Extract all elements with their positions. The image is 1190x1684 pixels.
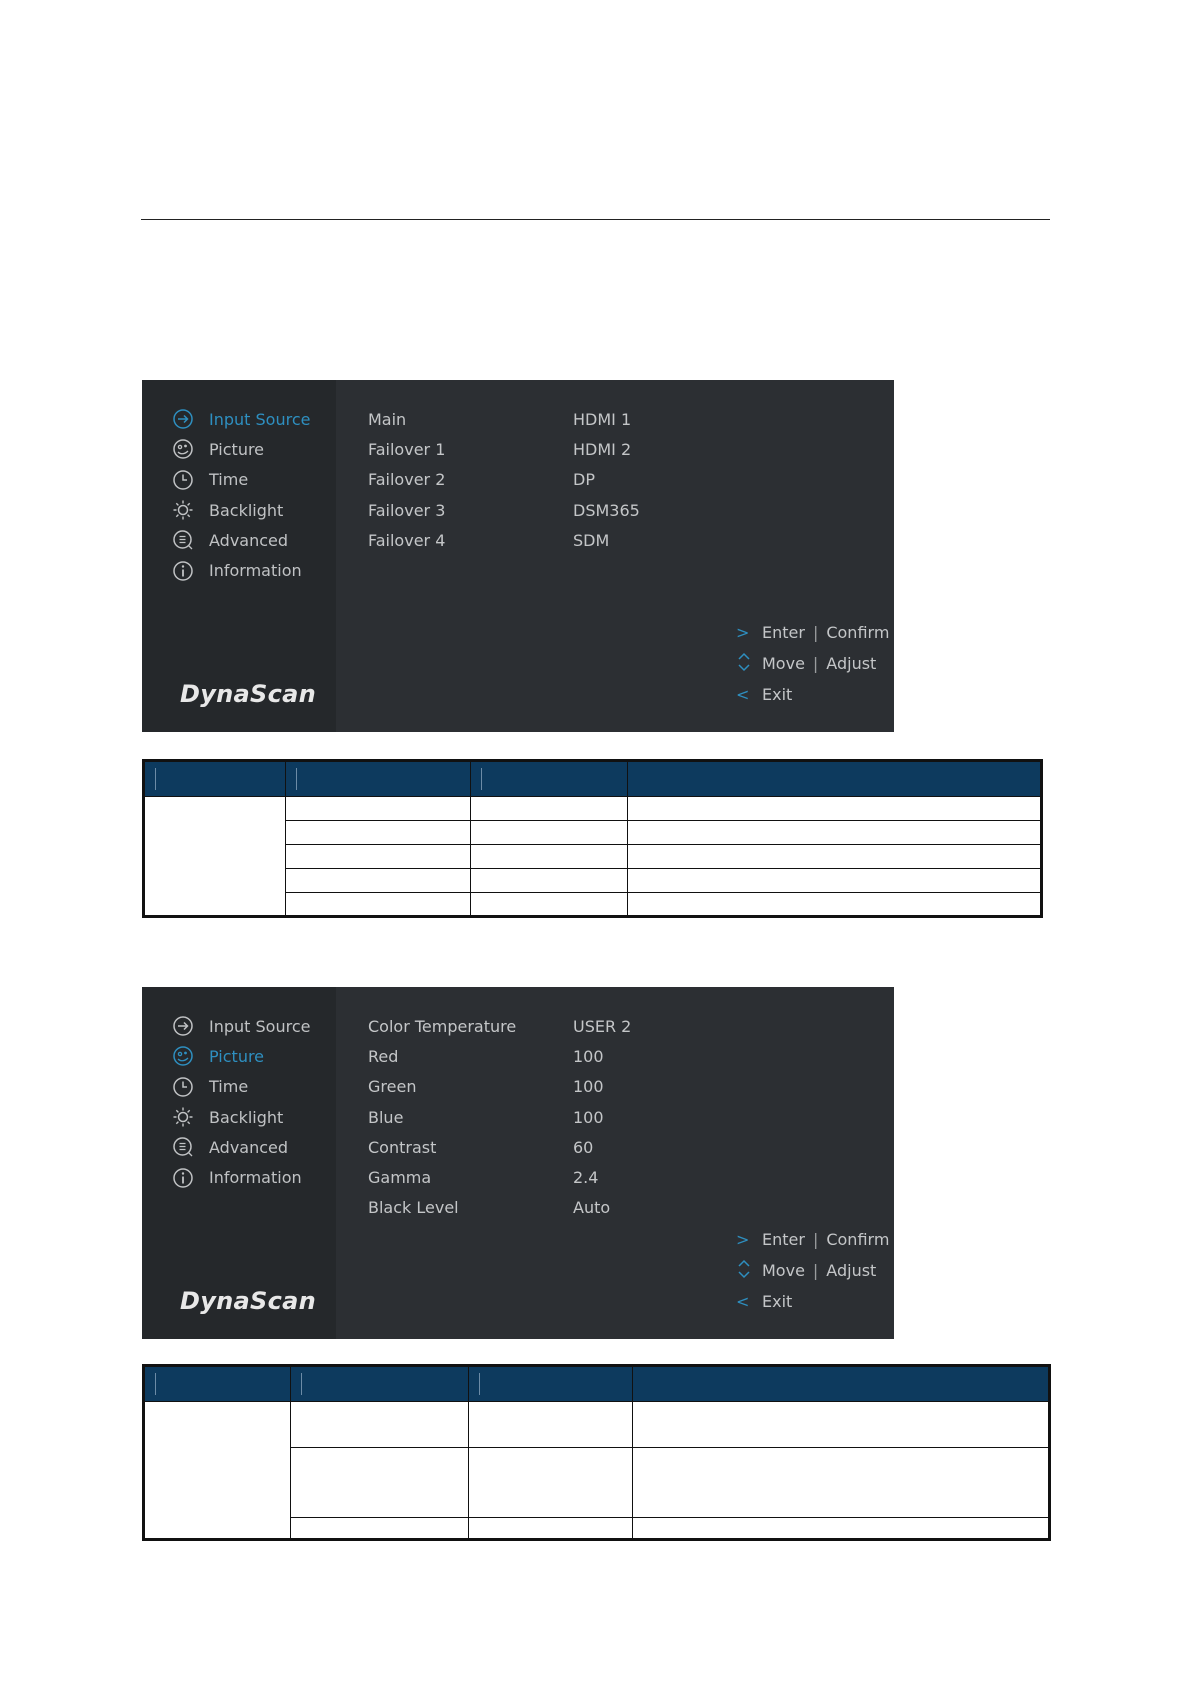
nav-item-label: Information bbox=[209, 1168, 302, 1188]
table-row bbox=[144, 1402, 1050, 1448]
settings-table-2 bbox=[142, 1364, 1051, 1541]
table-header-cell bbox=[286, 761, 471, 797]
table-cell bbox=[286, 869, 471, 893]
hint-adjust-label: Adjust bbox=[826, 654, 877, 673]
table-cell bbox=[628, 821, 1042, 845]
table-cell bbox=[471, 821, 628, 845]
nav-item-backlight[interactable] bbox=[172, 1102, 310, 1132]
table-header-cell bbox=[144, 761, 286, 797]
setting-row-failover-1[interactable] bbox=[368, 434, 640, 464]
advanced-icon bbox=[172, 529, 194, 551]
hint-separator: | bbox=[812, 1261, 819, 1280]
info-icon bbox=[172, 1167, 194, 1189]
table-cell bbox=[633, 1448, 1050, 1518]
setting-row-contrast[interactable] bbox=[368, 1132, 631, 1162]
hint-separator: | bbox=[812, 623, 819, 642]
hint-separator: | bbox=[812, 654, 819, 673]
clock-icon bbox=[172, 1076, 194, 1098]
nav-item-label: Picture bbox=[209, 439, 265, 459]
nav-item-advanced[interactable] bbox=[172, 1132, 310, 1162]
table-cell bbox=[633, 1518, 1050, 1540]
nav-item-information[interactable] bbox=[172, 1162, 310, 1192]
setting-row-black-level[interactable] bbox=[368, 1193, 631, 1223]
hint-exit bbox=[736, 1286, 889, 1317]
nav-item-label: Backlight bbox=[209, 1107, 284, 1127]
setting-label: Black Level bbox=[368, 1198, 459, 1218]
chevron-left-icon: < bbox=[736, 1292, 750, 1311]
nav-item-label: Input Source bbox=[209, 1016, 311, 1036]
setting-value[interactable]: HDMI 2 bbox=[573, 439, 632, 459]
nav-item-information[interactable] bbox=[172, 555, 310, 585]
table-cell bbox=[144, 797, 286, 917]
osd-menu-picture bbox=[142, 987, 894, 1339]
hint-move-adjust bbox=[736, 1255, 889, 1286]
hint-adjust-label: Adjust bbox=[826, 1261, 877, 1280]
table-cell bbox=[469, 1448, 633, 1518]
up-down-arrow-icon bbox=[736, 1258, 762, 1284]
table-cell bbox=[628, 845, 1042, 869]
setting-row-color-temperature[interactable] bbox=[368, 1011, 631, 1041]
table-cell bbox=[286, 797, 471, 821]
setting-row-main[interactable] bbox=[368, 404, 640, 434]
osd-sidebar bbox=[142, 380, 336, 732]
brand-logo: DynaScan bbox=[180, 1287, 317, 1315]
setting-label: Failover 2 bbox=[368, 470, 446, 490]
hint-move-label: Move bbox=[762, 654, 805, 673]
table-cell bbox=[471, 797, 628, 821]
table-cell bbox=[469, 1518, 633, 1540]
setting-value[interactable]: USER 2 bbox=[573, 1016, 632, 1036]
picture-icon bbox=[172, 1045, 194, 1067]
table-cell bbox=[471, 869, 628, 893]
table-header-row bbox=[144, 1366, 1050, 1402]
nav-item-label: Backlight bbox=[209, 500, 284, 520]
setting-row-green[interactable] bbox=[368, 1072, 631, 1102]
setting-row-failover-4[interactable] bbox=[368, 525, 640, 555]
setting-value[interactable]: DP bbox=[573, 470, 595, 490]
nav-item-backlight[interactable] bbox=[172, 495, 310, 525]
hint-move-label: Move bbox=[762, 1261, 805, 1280]
sun-icon bbox=[172, 1106, 194, 1128]
osd-nav bbox=[172, 404, 310, 586]
hint-enter-confirm bbox=[736, 617, 889, 648]
nav-item-label: Picture bbox=[209, 1046, 265, 1066]
osd-nav bbox=[172, 1011, 310, 1193]
info-icon bbox=[172, 560, 194, 582]
setting-value[interactable]: 100 bbox=[573, 1077, 604, 1097]
hint-enter-label: Enter bbox=[762, 1230, 805, 1249]
settings-list bbox=[368, 404, 640, 555]
input-source-icon bbox=[172, 408, 194, 430]
hint-confirm-label: Confirm bbox=[826, 623, 890, 642]
table-header-cell bbox=[469, 1366, 633, 1402]
table-row bbox=[144, 797, 1042, 821]
setting-label: Color Temperature bbox=[368, 1016, 517, 1036]
nav-item-label: Input Source bbox=[209, 409, 311, 429]
nav-item-picture[interactable] bbox=[172, 1041, 310, 1071]
nav-item-label: Advanced bbox=[209, 1137, 289, 1157]
setting-label: Failover 4 bbox=[368, 530, 446, 550]
setting-value[interactable]: SDM bbox=[573, 530, 610, 550]
hint-move-adjust bbox=[736, 648, 889, 679]
osd-menu-input-source bbox=[142, 380, 894, 732]
nav-item-label: Time bbox=[209, 1077, 249, 1097]
table-header-cell bbox=[471, 761, 628, 797]
nav-item-advanced[interactable] bbox=[172, 525, 310, 555]
table-cell bbox=[286, 893, 471, 917]
hint-exit-label: Exit bbox=[762, 685, 793, 704]
table-header-cell bbox=[291, 1366, 469, 1402]
table-cell bbox=[628, 893, 1042, 917]
table-cell bbox=[628, 797, 1042, 821]
control-hints bbox=[736, 617, 889, 710]
nav-item-label: Advanced bbox=[209, 530, 289, 550]
settings-table-1 bbox=[142, 759, 1043, 918]
setting-label: Main bbox=[368, 409, 407, 429]
setting-row-blue[interactable] bbox=[368, 1102, 631, 1132]
setting-value[interactable]: 2.4 bbox=[573, 1168, 599, 1188]
table-cell bbox=[291, 1518, 469, 1540]
picture-icon bbox=[172, 438, 194, 460]
nav-item-time[interactable] bbox=[172, 1072, 310, 1102]
sun-icon bbox=[172, 499, 194, 521]
setting-label: Blue bbox=[368, 1107, 404, 1127]
advanced-icon bbox=[172, 1136, 194, 1158]
hint-exit bbox=[736, 679, 889, 710]
nav-item-input-source[interactable] bbox=[172, 404, 310, 434]
setting-value[interactable]: HDMI 1 bbox=[573, 409, 632, 429]
setting-label: Failover 1 bbox=[368, 439, 446, 459]
hint-enter-label: Enter bbox=[762, 623, 805, 642]
nav-item-picture[interactable] bbox=[172, 434, 310, 464]
setting-label: Green bbox=[368, 1077, 417, 1097]
setting-value[interactable]: 60 bbox=[573, 1137, 594, 1157]
table-cell bbox=[286, 821, 471, 845]
setting-value[interactable]: Auto bbox=[573, 1198, 611, 1218]
header-rule bbox=[141, 219, 1050, 220]
setting-row-gamma[interactable] bbox=[368, 1162, 631, 1192]
table-cell bbox=[469, 1402, 633, 1448]
setting-label: Gamma bbox=[368, 1168, 432, 1188]
table-header-row bbox=[144, 761, 1042, 797]
setting-row-failover-2[interactable] bbox=[368, 465, 640, 495]
table-cell bbox=[286, 845, 471, 869]
table-cell bbox=[471, 845, 628, 869]
setting-label: Contrast bbox=[368, 1137, 437, 1157]
table-cell bbox=[633, 1402, 1050, 1448]
up-down-arrow-icon bbox=[736, 651, 762, 677]
nav-item-label: Information bbox=[209, 561, 302, 581]
setting-row-failover-3[interactable] bbox=[368, 495, 640, 525]
table-header-cell bbox=[144, 1366, 291, 1402]
hint-enter-confirm bbox=[736, 1224, 889, 1255]
table-cell bbox=[291, 1402, 469, 1448]
osd-sidebar bbox=[142, 987, 336, 1339]
input-source-icon bbox=[172, 1015, 194, 1037]
nav-item-input-source[interactable] bbox=[172, 1011, 310, 1041]
table-header-cell bbox=[633, 1366, 1050, 1402]
chevron-right-icon: > bbox=[736, 623, 750, 642]
table-cell bbox=[628, 869, 1042, 893]
control-hints bbox=[736, 1224, 889, 1317]
setting-value[interactable]: 100 bbox=[573, 1046, 604, 1066]
nav-item-time[interactable] bbox=[172, 465, 310, 495]
settings-list bbox=[368, 1011, 631, 1223]
nav-item-label: Time bbox=[209, 470, 249, 490]
setting-row-red[interactable] bbox=[368, 1041, 631, 1071]
table-cell bbox=[471, 893, 628, 917]
chevron-left-icon: < bbox=[736, 685, 750, 704]
table-cell bbox=[291, 1448, 469, 1518]
setting-label: Red bbox=[368, 1046, 399, 1066]
hint-exit-label: Exit bbox=[762, 1292, 793, 1311]
brand-logo: DynaScan bbox=[180, 680, 317, 708]
hint-confirm-label: Confirm bbox=[826, 1230, 890, 1249]
hint-separator: | bbox=[812, 1230, 819, 1249]
setting-value[interactable]: 100 bbox=[573, 1107, 604, 1127]
clock-icon bbox=[172, 469, 194, 491]
setting-value[interactable]: DSM365 bbox=[573, 500, 640, 520]
setting-label: Failover 3 bbox=[368, 500, 446, 520]
table-cell bbox=[144, 1402, 291, 1540]
table-header-cell bbox=[628, 761, 1042, 797]
chevron-right-icon: > bbox=[736, 1230, 750, 1249]
